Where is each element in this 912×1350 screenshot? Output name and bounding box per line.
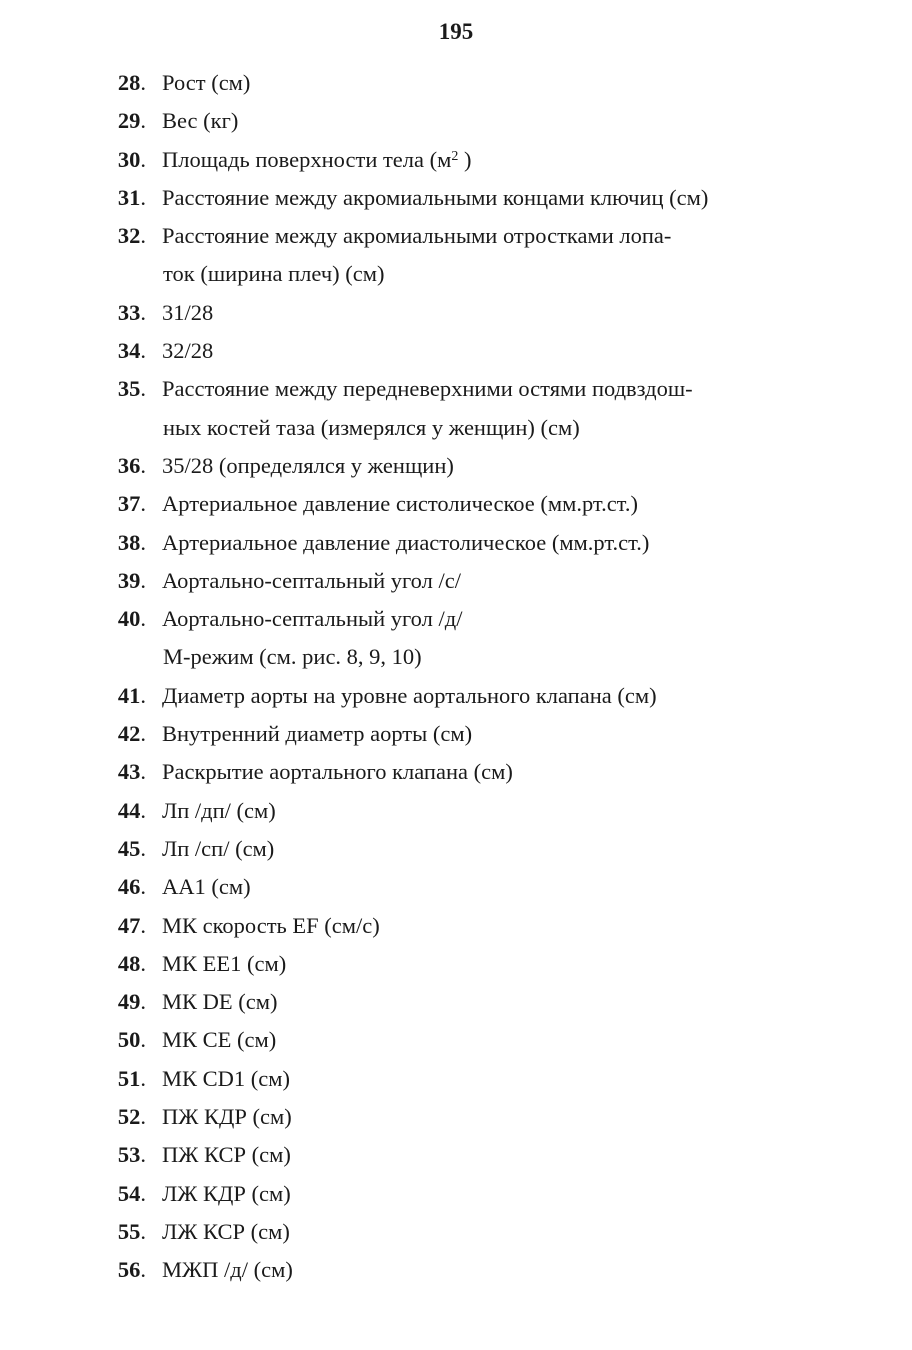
list-item	[0, 102, 860, 140]
item-text: Артериальное давление систолическое (мм.рт.ст.)	[162, 491, 638, 517]
item-number: 48.	[117, 950, 146, 976]
list-item	[0, 792, 860, 830]
item-text: МК скорость EF (см/с)	[162, 912, 380, 938]
item-number: 30.	[117, 146, 146, 172]
item-number: 39.	[117, 567, 146, 593]
item-text: Внутренний диаметр аорты (см)	[162, 721, 473, 747]
item-text: Расстояние между передневерхними остями подвздош-	[162, 376, 693, 402]
item-number: 28.	[117, 70, 146, 95]
item-text: АА1 (см)	[162, 874, 251, 900]
item-text: Лп /сп/ (см)	[162, 835, 275, 861]
item-number: 38.	[117, 529, 146, 555]
item-text: ЛЖ КДР (см)	[162, 1180, 291, 1206]
item-number: 40.	[117, 606, 146, 632]
item-text: Аортально-септальный угол /д/	[162, 606, 463, 632]
list-item	[0, 677, 860, 715]
item-number: 31.	[117, 184, 146, 210]
list-item	[0, 332, 860, 370]
item-number: 44.	[117, 797, 146, 823]
item-text: ЛЖ КСР (см)	[162, 1218, 290, 1244]
item-text: Расстояние между акромиальными отростками лопа-	[162, 223, 672, 249]
item-text: МК ЕЕ1 (см)	[162, 950, 287, 976]
list-item	[0, 1136, 860, 1174]
item-text: Расстояние между акромиальными концами ключиц (см)	[162, 184, 709, 210]
item-text: Площадь поверхности тела ($м^2$ )	[162, 146, 472, 172]
item-number: 29.	[117, 108, 146, 134]
list-item	[0, 1213, 860, 1251]
list-item	[0, 447, 860, 485]
list-item	[0, 715, 860, 753]
item-number: 49.	[117, 989, 146, 1015]
item-text: 35/28 (определялся у женщин)	[162, 452, 454, 478]
item-number: 41.	[117, 682, 146, 708]
list-item	[0, 485, 860, 523]
list-item	[0, 141, 860, 179]
item-text: 31/28	[162, 299, 214, 325]
list-item	[0, 1021, 860, 1059]
item-number: 43.	[117, 759, 146, 785]
item-number: 53.	[117, 1142, 146, 1168]
item-continuation: ток (ширина плеч) (см)	[163, 261, 385, 287]
item-text: МЖП /д/ (см)	[162, 1257, 293, 1283]
list-item	[0, 945, 860, 983]
item-text: 32/28	[162, 338, 214, 364]
list-item	[0, 1175, 860, 1213]
list-item	[0, 562, 860, 600]
item-number: 51.	[117, 1065, 146, 1091]
item-text: Вес (кг)	[162, 108, 239, 134]
list-item	[0, 830, 860, 868]
list-item	[0, 907, 860, 945]
item-number: 37.	[117, 491, 146, 517]
list-item	[0, 753, 860, 791]
item-text: ПЖ КСР (см)	[162, 1142, 291, 1168]
list-item	[0, 868, 860, 906]
item-continuation: М-режим (см. рис. 8, 9, 10)	[163, 644, 422, 670]
item-number: 47.	[117, 912, 146, 938]
item-number: 55.	[117, 1218, 146, 1244]
item-number: 52.	[117, 1104, 146, 1130]
list-item	[0, 1098, 860, 1136]
parameter-list	[0, 64, 860, 1290]
item-number: 54.	[117, 1180, 146, 1206]
item-text: Аортально-септальный угол /с/	[162, 567, 461, 593]
list-item	[0, 524, 860, 562]
list-item	[0, 983, 860, 1021]
item-continuation: ных костей таза (измерялся у женщин) (см)	[163, 414, 580, 440]
list-item	[0, 294, 860, 332]
item-number: 56.	[117, 1257, 146, 1283]
item-number: 34.	[117, 338, 146, 364]
list-item	[0, 179, 860, 217]
list-item	[0, 64, 860, 102]
item-number: 33.	[117, 299, 146, 325]
item-number: 35.	[117, 376, 146, 402]
item-number: 32.	[117, 223, 146, 249]
item-text: Артериальное давление диастолическое (мм.рт.ст.)	[162, 529, 650, 555]
item-number: 50.	[117, 1027, 146, 1053]
item-text: Диаметр аорты на уровне аортального клапана (см)	[162, 682, 657, 708]
item-text: Раскрытие аортального клапана (см)	[162, 759, 513, 785]
item-number: 45.	[117, 835, 146, 861]
item-number: 36.	[117, 452, 146, 478]
list-item	[0, 1060, 860, 1098]
list-item	[0, 217, 860, 255]
list-item	[0, 600, 860, 638]
superscript: 2	[451, 148, 459, 164]
item-text: ПЖ КДР (см)	[162, 1104, 292, 1130]
item-text: МК CD1 (см)	[162, 1065, 290, 1091]
list-item	[0, 1251, 860, 1289]
item-text: МК СЕ (см)	[162, 1027, 277, 1053]
list-item	[0, 370, 860, 408]
item-text: Рост (см)	[162, 70, 251, 95]
item-text: Лп /дп/ (см)	[162, 797, 276, 823]
item-number: 42.	[117, 721, 146, 747]
page-number: 195	[438, 19, 474, 44]
item-text: МК DE (см)	[162, 989, 278, 1015]
item-number: 46.	[117, 874, 146, 900]
